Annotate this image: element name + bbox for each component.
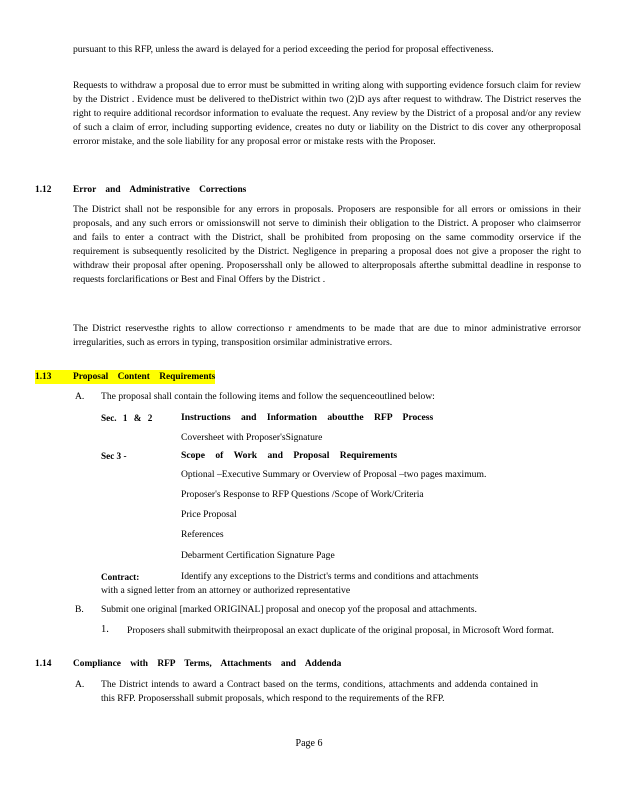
sec-1-2-coversheet: Coversheet with Proposer'sSignature — [181, 432, 323, 443]
section-1-14-title: Compliance with RFP Terms, Attachments and Addenda — [73, 659, 342, 669]
intro-paragraph: pursuant to this RFP, unless the award is delayed for a period exceeding the period for proposal effectiveness. — [73, 44, 494, 55]
section-1-12-title: Error and Administrative Corrections — [73, 185, 247, 195]
sec-1-2-title: Instructions and Information aboutthe RFP Process — [181, 412, 434, 423]
section-1-14-item-a-letter: A. — [75, 679, 85, 690]
section-1-13-item-a-text: The proposal shall contain the following items and follow the sequenceoutlined below: — [101, 391, 435, 402]
section-1-13-item-1-text: Proposers shall submitwith theirproposal an exact duplicate of the original proposal, in Microsoft Word format. — [127, 625, 554, 636]
sec-3-item-executive-summary: Optional –Executive Summary or Overview of Proposal –two pages maximum. — [181, 469, 487, 480]
section-1-13-item-b-letter: B. — [75, 604, 84, 615]
section-1-14-item-a-text: The District intends to award a Contract based on the terms, conditions, attachments and addenda contained in this RFP. Proposersshall submit proposals, which respond to the requirements of the RFP. — [101, 679, 538, 704]
section-1-12-paragraph-2: The District reservesthe rights to allow correctionso r amendments to be made that are due to minor administrative errorsor irregularities, such as errors in typing, transposition orsimilar administrative errors. — [73, 323, 581, 348]
sec-3-item-proposer-response: Proposer's Response to RFP Questions /Scope of Work/Criteria — [181, 489, 424, 500]
sec-3-title: Scope of Work and Proposal Requirements — [181, 450, 398, 461]
section-1-12-number: 1.12 — [35, 185, 52, 195]
page-number-footer: Page 6 — [295, 738, 323, 749]
sec-3-label: Sec 3 - — [101, 451, 127, 461]
section-1-13-item-1-number: 1. — [101, 624, 109, 635]
section-1-12-paragraph-1: The District shall not be responsible for any errors in proposals. Proposers are responsible for all errors or omissions in their proposals, and any such errors or omissionswill not serve to diminish their obligation to the District. A proposer who claimserror and fails to enter a contract with the District, shall be prohibited from proposing on the same commodity orservice if the requirement is subsequently resolicited by the District. Negligence in preparing a proposal does not give a proposer the right to withdraw their proposal after opening. Proposersshall only be allowed to alterproposals afterthe submittal deadline in response to requests forclarifications or Best and Final Offers by the District . — [73, 204, 581, 285]
section-1-14-number: 1.14 — [35, 659, 52, 669]
sec-3-item-references: References — [181, 529, 224, 540]
withdraw-paragraph: Requests to withdraw a proposal due to error must be submitted in writing along with supporting evidence forsuch claim for review by the District . Evidence must be delivered to theDistrict within two (2)D ays after request to withdraw. The District reserves the right to require additional recordsor information to evaluate the request. Any review by the District of a proposal and/or any review of such a claim of error, including supporting evidence, creates no duty or liability on the District to dis cover any otherproposal erroror mistake, and the sole liability for any proposal error or mistake rests with the Proposer. — [73, 80, 581, 147]
contract-text-line-1: Identify any exceptions to the District's terms and conditions and attachments — [181, 571, 479, 582]
sec-3-item-debarment: Debarment Certification Signature Page — [181, 550, 335, 561]
section-1-13-number: 1.13 — [35, 370, 73, 384]
section-1-13-title: Proposal Content Requirements — [73, 372, 216, 382]
contract-text-line-2: with a signed letter from an attorney or authorized representative — [101, 585, 351, 596]
section-1-13-item-a-letter: A. — [75, 391, 85, 402]
sec-1-2-label: Sec. 1 & 2 — [101, 413, 153, 423]
sec-3-item-price-proposal: Price Proposal — [181, 509, 237, 520]
section-1-13-item-b-text: Submit one original [marked ORIGINAL] proposal and onecop yof the proposal and attachments. — [101, 604, 477, 615]
contract-label: Contract: — [101, 572, 140, 582]
